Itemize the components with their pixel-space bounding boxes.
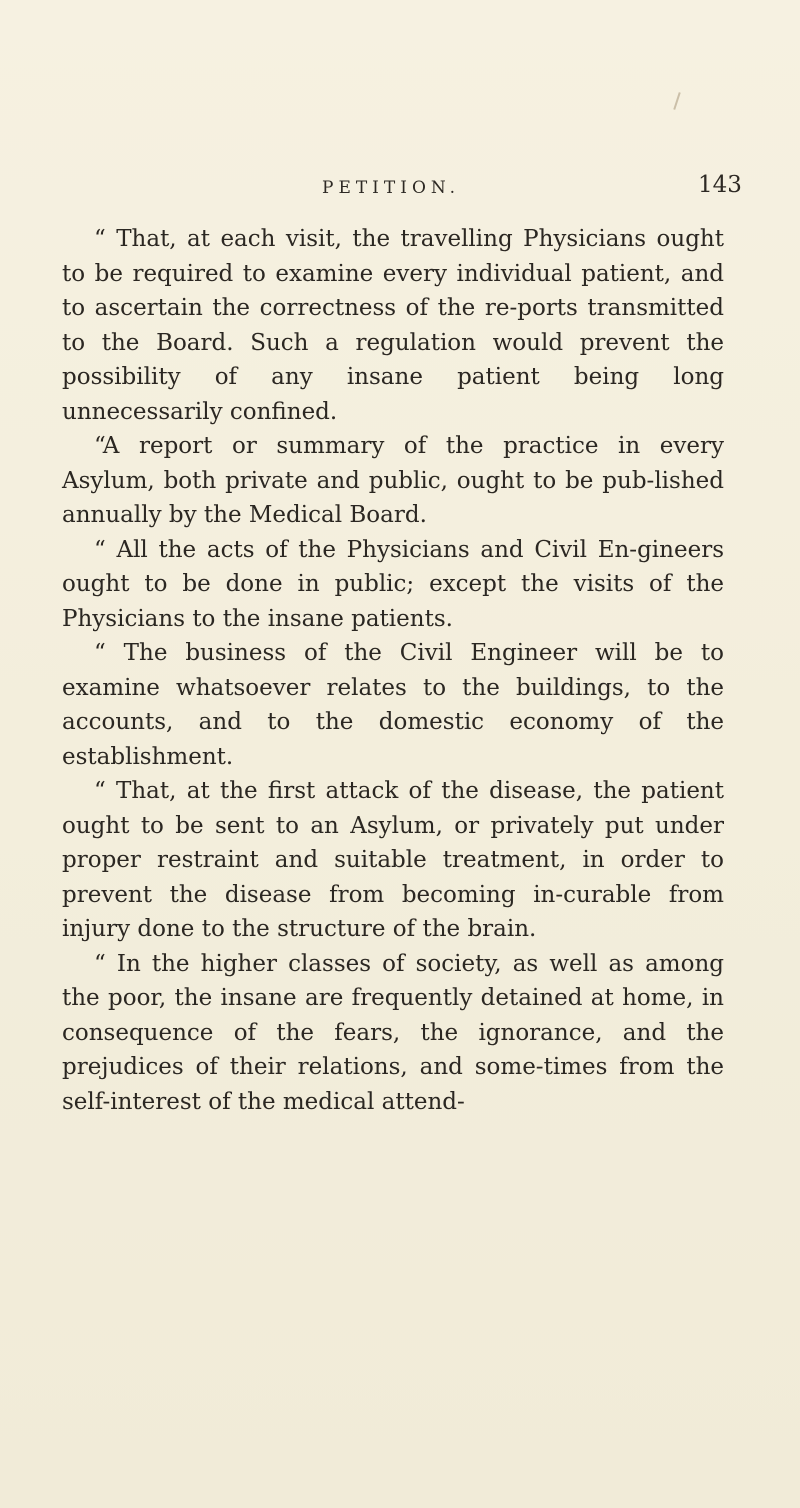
paragraph-civil-engineer: “ The business of the Civil Engineer will be to examine whatsoever relates to the buildings, to the accounts, and to the domestic economy of the establishment. — [62, 640, 724, 770]
paragraph-higher-classes: “ In the higher classes of society, as well as among the poor, the insane are frequently detained at home, in consequence of the fears, the ignorance, and the prejudices of their relations, and some-times from the self-interest of the medical attend- — [62, 950, 724, 1115]
paragraph-first-attack: “ That, at the first attack of the disease, the patient ought to be sent to an Asylum, or privately put under proper restraint and suitable treatment, in order to prevent the disease from becoming in-curable from injury done to the structure of the brain. — [62, 778, 724, 942]
stray-pencil-mark — [673, 92, 680, 110]
page-header — [0, 172, 800, 206]
paragraph-annual-report: “A report or summary of the practice in every Asylum, both private and public, ought to be pub-lished annually by the Medical Board. — [62, 433, 724, 528]
paragraph-public-acts: “ All the acts of the Physicians and Civil En-gineers ought to be done in public; except the visits of the Physicians to the insane patients. — [62, 536, 724, 632]
running-head: PETITION. — [322, 178, 461, 198]
page-number: 143 — [698, 172, 742, 198]
paragraph-travelling-physicians: “ That, at each visit, the travelling Physicians ought to be required to examine every individual patient, and to ascertain the correctness of the re-ports transmitted to the Board. Such a regulation would prevent the possibility of any insane patient being long unnecessarily confined. — [62, 226, 724, 425]
body-text — [62, 222, 724, 1119]
